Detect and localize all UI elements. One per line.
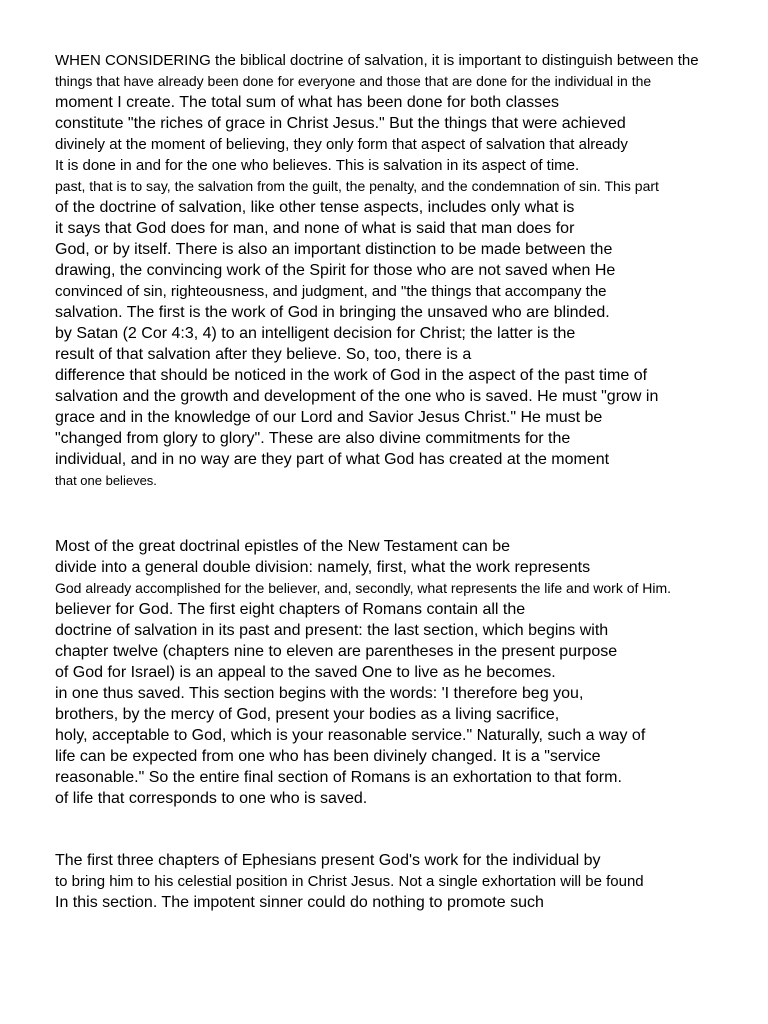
text-line: by Satan (2 Cor 4:3, 4) to an intelligent decision for Christ; the latter is the: [55, 325, 576, 342]
text-line: divide into a general double division: namely, first, what the work represents: [55, 559, 591, 576]
paragraph-doctrinal-epistles: [55, 536, 768, 809]
text-line: In this section. The impotent sinner could do nothing to promote such: [55, 894, 544, 911]
text-line: believer for God. The first eight chapters of Romans contain all the: [55, 601, 526, 618]
text-line: salvation and the growth and development of the one who is saved. He must "grow in: [55, 388, 659, 405]
text-line: of the doctrine of salvation, like other tense aspects, includes only what is: [55, 199, 575, 216]
text-line: of God for Israel) is an appeal to the saved One to live as he becomes.: [55, 664, 556, 681]
text-line: chapter twelve (chapters nine to eleven are parentheses in the present purpose: [55, 643, 618, 660]
text-line: in one thus saved. This section begins with the words: 'I therefore beg you,: [55, 685, 584, 702]
text-line: brothers, by the mercy of God, present your bodies as a living sacrifice,: [55, 706, 560, 723]
text-line: It is done in and for the one who believes. This is salvation in its aspect of time.: [55, 157, 580, 174]
text-line: result of that salvation after they believe. So, too, there is a: [55, 346, 472, 363]
text-line: past, that is to say, the salvation from the guilt, the penalty, and the condemnation of sin. This part: [55, 178, 659, 194]
paragraph-ephesians: [55, 850, 768, 913]
text-line: it says that God does for man, and none of what is said that man does for: [55, 220, 575, 237]
text-line: "changed from glory to glory". These are also divine commitments for the: [55, 430, 571, 447]
text-line: salvation. The first is the work of God in bringing the unsaved who are blinded.: [55, 304, 610, 321]
text-line: things that have already been done for everyone and those that are done for the individual in the: [55, 73, 652, 89]
text-line: convinced of sin, righteousness, and judgment, and "the things that accompany the: [55, 283, 607, 300]
text-line: Most of the great doctrinal epistles of the New Testament can be: [55, 538, 511, 555]
text-line: constitute "the riches of grace in Christ Jesus." But the things that were achieved: [55, 115, 626, 132]
text-line: holy, acceptable to God, which is your reasonable service." Naturally, such a way of: [55, 727, 646, 744]
text-line: The first three chapters of Ephesians present God's work for the individual by: [55, 852, 601, 869]
text-line: of life that corresponds to one who is saved.: [55, 790, 368, 807]
text-line: drawing, the convincing work of the Spirit for those who are not saved when He: [55, 262, 616, 279]
text-line: life can be expected from one who has been divinely changed. It is a "service: [55, 748, 601, 765]
text-line: grace and in the knowledge of our Lord and Savior Jesus Christ." He must be: [55, 409, 603, 426]
text-line: God, or by itself. There is also an important distinction to be made between the: [55, 241, 613, 258]
text-line: divinely at the moment of believing, they only form that aspect of salvation that already: [55, 136, 628, 153]
text-line: moment I create. The total sum of what has been done for both classes: [55, 94, 559, 111]
text-line: individual, and in no way are they part of what God has created at the moment: [55, 451, 610, 468]
text-line: difference that should be noticed in the work of God in the aspect of the past time of: [55, 367, 648, 384]
text-line: WHEN CONSIDERING the biblical doctrine of salvation, it is important to distinguish between the: [55, 52, 699, 69]
text-line: to bring him to his celestial position in Christ Jesus. Not a single exhortation will be found: [55, 873, 644, 890]
paragraph-salvation-doctrine: [55, 50, 768, 491]
text-line: that one believes.: [55, 473, 157, 488]
text-line: God already accomplished for the believer, and, secondly, what represents the life and work of Him.: [55, 580, 672, 596]
text-line: doctrine of salvation in its past and present: the last section, which begins with: [55, 622, 609, 639]
text-line: reasonable." So the entire final section of Romans is an exhortation to that form.: [55, 769, 622, 786]
